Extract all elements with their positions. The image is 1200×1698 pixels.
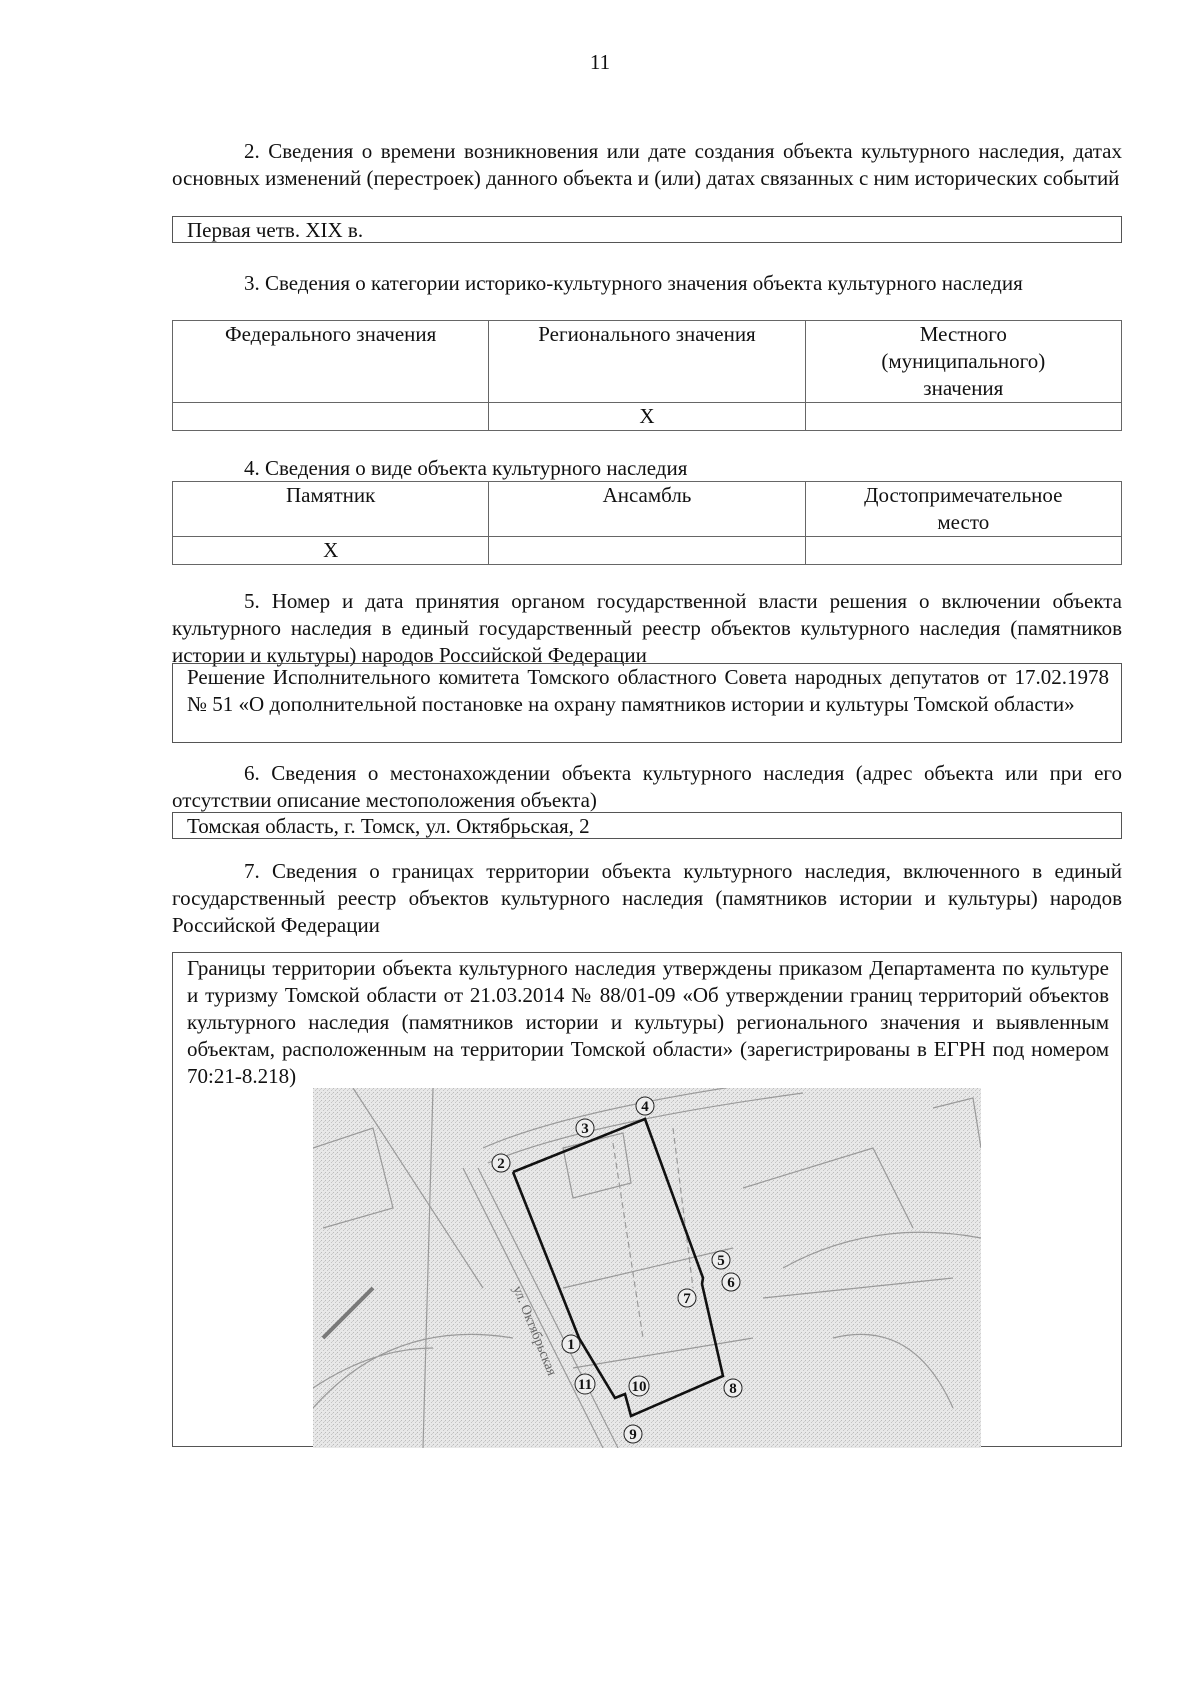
category-table bbox=[172, 320, 1122, 431]
section-5-value: Решение Исполнительного комитета Томского областного Совета народных депутатов от 17.02.1978 № 51 «О дополнительной постановке на охрану памятников истории и культуры Томской области» bbox=[187, 665, 1109, 716]
svg-text:7: 7 bbox=[683, 1291, 691, 1307]
map-drawing bbox=[313, 1088, 981, 1448]
category-regional-mark: X bbox=[489, 403, 805, 431]
svg-text:2: 2 bbox=[497, 1156, 505, 1172]
section-7-heading bbox=[172, 858, 1122, 939]
type-monument: Памятник bbox=[173, 482, 489, 537]
category-federal: Федерального значения bbox=[173, 321, 489, 403]
type-ensemble: Ансамбль bbox=[489, 482, 805, 537]
street-label: ул. Октябрьская bbox=[509, 1283, 559, 1378]
point-3-marker bbox=[576, 1119, 594, 1137]
section-6-heading bbox=[172, 760, 1122, 814]
point-11-marker bbox=[575, 1374, 595, 1394]
svg-text:11: 11 bbox=[577, 1377, 593, 1393]
section-2-value-box bbox=[172, 216, 1122, 243]
point-1-marker bbox=[562, 1335, 580, 1353]
point-6-marker bbox=[722, 1273, 740, 1291]
section-6-heading-text: 6. Сведения о местонахождении объекта культурного наследия (адрес объекта или при его отсутствии описание местоположения объекта) bbox=[172, 761, 1122, 812]
section-4-heading-text: 4. Сведения о виде объекта культурного наследия bbox=[244, 456, 688, 480]
section-7-value-box bbox=[172, 952, 1122, 1447]
svg-text:4: 4 bbox=[641, 1099, 649, 1115]
svg-text:1: 1 bbox=[567, 1337, 575, 1353]
svg-text:3: 3 bbox=[581, 1121, 589, 1137]
section-5-heading-text: 5. Номер и дата принятия органом государственной власти решения о включении объекта культурного наследия в единый государственный реестр объектов культурного наследия (памятников истории и культуры) народов Российской Федерации bbox=[172, 589, 1122, 667]
section-4-heading bbox=[172, 455, 1122, 482]
point-2-marker bbox=[492, 1154, 510, 1172]
point-10-marker bbox=[629, 1376, 649, 1396]
type-monument-mark: X bbox=[173, 537, 489, 565]
section-3-heading-text: 3. Сведения о категории историко-культурного значения объекта культурного наследия bbox=[244, 271, 1023, 295]
section-7-value: Границы территории объекта культурного наследия утверждены приказом Департамента по культуре и туризму Томской области от 21.03.2014 № 88/01-09 «Об утверждении границ территорий объектов культурного наследия (памятников истории и культуры) регионального значения и выявленным объектам, расположенным на территории Томской области» (зарегистрированы в ЕГРН под номером 70:21-8.218) bbox=[187, 956, 1109, 1088]
svg-text:5: 5 bbox=[717, 1253, 725, 1269]
page-number: 11 bbox=[589, 50, 611, 74]
category-regional: Регионального значения bbox=[489, 321, 805, 403]
point-7-marker bbox=[678, 1289, 696, 1307]
point-9-marker bbox=[624, 1425, 642, 1443]
section-2-heading-text: 2. Сведения о времени возникновения или дате создания объекта культурного наследия, датах основных изменений (перестроек) данного объекта и (или) датах связанных с ним исторических событий bbox=[172, 139, 1122, 190]
type-landmark: Достопримечательное место bbox=[805, 482, 1121, 537]
svg-text:8: 8 bbox=[729, 1381, 737, 1397]
point-8-marker bbox=[724, 1379, 742, 1397]
svg-text:6: 6 bbox=[727, 1275, 735, 1291]
section-2-value: Первая четв. XIX в. bbox=[187, 218, 364, 242]
section-5-value-box bbox=[172, 663, 1122, 743]
point-5-marker bbox=[712, 1251, 730, 1269]
svg-text:9: 9 bbox=[629, 1427, 637, 1443]
category-federal-mark bbox=[173, 403, 489, 431]
svg-text:10: 10 bbox=[631, 1379, 647, 1395]
type-landmark-mark bbox=[805, 537, 1121, 565]
type-table bbox=[172, 481, 1122, 565]
category-local-mark bbox=[805, 403, 1121, 431]
boundary-map bbox=[313, 1088, 981, 1448]
section-6-value-box bbox=[172, 812, 1122, 839]
type-ensemble-mark bbox=[489, 537, 805, 565]
category-local: Местного (муниципального) значения bbox=[805, 321, 1121, 403]
point-4-marker bbox=[636, 1097, 654, 1115]
section-7-heading-text: 7. Сведения о границах территории объекта культурного наследия, включенного в единый государственный реестр объектов культурного наследия (памятников истории и культуры) народов Российской Федерации bbox=[172, 859, 1122, 937]
section-5-heading bbox=[172, 588, 1122, 669]
section-2-heading bbox=[172, 138, 1122, 192]
section-3-heading bbox=[172, 270, 1122, 297]
section-6-value: Томская область, г. Томск, ул. Октябрьская, 2 bbox=[187, 814, 590, 838]
